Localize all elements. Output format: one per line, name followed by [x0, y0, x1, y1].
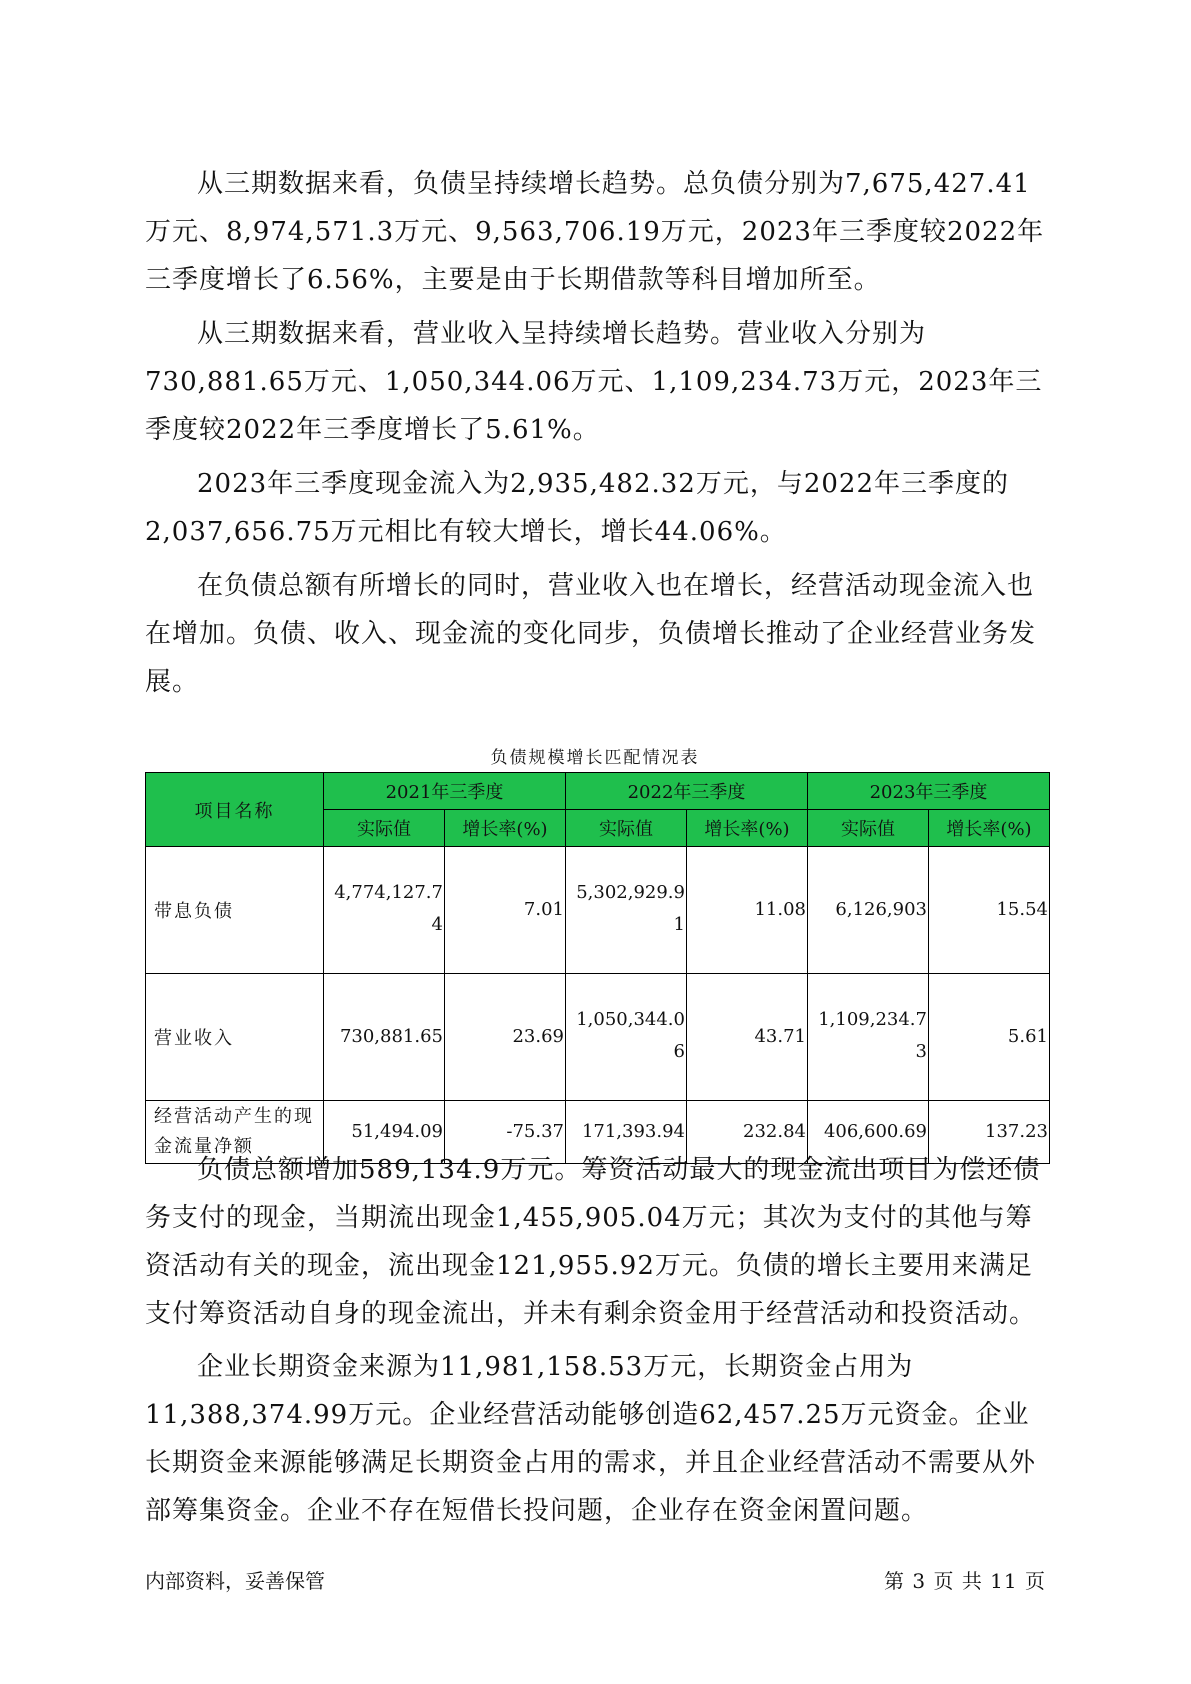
paragraph-sync: 在负债总额有所增长的同时，营业收入也在增长，经营活动现金流入也在增加。负债、收入、现金流的变化同步，负债增长推动了企业经营业务发展。 — [145, 571, 1037, 697]
table-cell: 11.08 — [687, 847, 808, 974]
table-cell: 1,109,234.73 — [808, 974, 929, 1101]
table-caption: 负债规模增长匹配情况表 — [490, 748, 700, 768]
header-period-2021: 2021年三季度 — [324, 773, 566, 810]
table-cell: 7.01 — [445, 847, 566, 974]
table-cell: 51,494.09 — [324, 1101, 445, 1164]
header-growth-2021: 增长率(%) — [445, 810, 566, 847]
header-period-2022: 2022年三季度 — [566, 773, 808, 810]
header-row-periods — [146, 773, 1050, 810]
table-cell: 730,881.65 — [324, 974, 445, 1101]
header-growth-2022: 增长率(%) — [687, 810, 808, 847]
liability-growth-table — [145, 772, 1050, 1164]
header-item-name: 项目名称 — [146, 773, 324, 847]
header-growth-2023: 增长率(%) — [929, 810, 1050, 847]
footer-confidential-note: 内部资料，妥善保管 — [145, 1569, 325, 1593]
table-cell: 4,774,127.74 — [324, 847, 445, 974]
table-cell: -75.37 — [445, 1101, 566, 1164]
table-row — [146, 974, 1050, 1101]
header-actual-2022: 实际值 — [566, 810, 687, 847]
header-actual-2023: 实际值 — [808, 810, 929, 847]
table-cell: 6,126,903 — [808, 847, 929, 974]
footer-page-number: 第 3 页 共 11 页 — [884, 1569, 1046, 1593]
table-cell: 23.69 — [445, 974, 566, 1101]
row-label: 带息负债 — [146, 847, 324, 974]
header-actual-2021: 实际值 — [324, 810, 445, 847]
table-cell: 5.61 — [929, 974, 1050, 1101]
table-cell: 15.54 — [929, 847, 1050, 974]
table-cell: 137.23 — [929, 1101, 1050, 1164]
table-cell: 232.84 — [687, 1101, 808, 1164]
paragraph-long-term-funds: 企业长期资金来源为11,981,158.53万元，长期资金占用为11,388,374.99万元。企业经营活动能够创造62,457.25万元资金。企业长期资金来源能够满足长期资金占用的需求，并且企业经营活动不需要从外部筹集资金。企业不存在短借长投问题，企业存在资金闲置问题。 — [145, 1352, 1037, 1526]
row-label: 经营活动产生的现金流量净额 — [146, 1101, 324, 1164]
row-label: 营业收入 — [146, 974, 324, 1101]
table-cell: 1,050,344.06 — [566, 974, 687, 1101]
header-period-2023: 2023年三季度 — [808, 773, 1050, 810]
table-cell: 5,302,929.91 — [566, 847, 687, 974]
table-cell: 171,393.94 — [566, 1101, 687, 1164]
paragraph-revenue: 从三期数据来看，营业收入呈持续增长趋势。营业收入分别为730,881.65万元、1,050,344.06万元、1,109,234.73万元，2023年三季度较2022年三季度增长了5.61%。 — [145, 319, 1043, 445]
paragraph-cash-inflow: 2023年三季度现金流入为2,935,482.32万元，与2022年三季度的2,037,656.75万元相比有较大增长，增长44.06%。 — [145, 469, 1010, 547]
table-row — [146, 847, 1050, 974]
paragraph-financing: 负债总额增加589,134.9万元。筹资活动最大的现金流出项目为偿还债务支付的现金，当期流出现金1,455,905.04万元；其次为支付的其他与筹资活动有关的现金，流出现金121,955.92万元。负债的增长主要用来满足支付筹资活动自身的现金流出，并未有剩余资金用于经营活动和投资活动。 — [145, 1155, 1041, 1329]
paragraph-liabilities: 从三期数据来看，负债呈持续增长趋势。总负债分别为7,675,427.41万元、8,974,571.3万元、9,563,706.19万元，2023年三季度较2022年三季度增长了6.56%，主要是由于长期借款等科目增加所至。 — [145, 169, 1045, 295]
table-cell: 406,600.69 — [808, 1101, 929, 1164]
table-cell: 43.71 — [687, 974, 808, 1101]
